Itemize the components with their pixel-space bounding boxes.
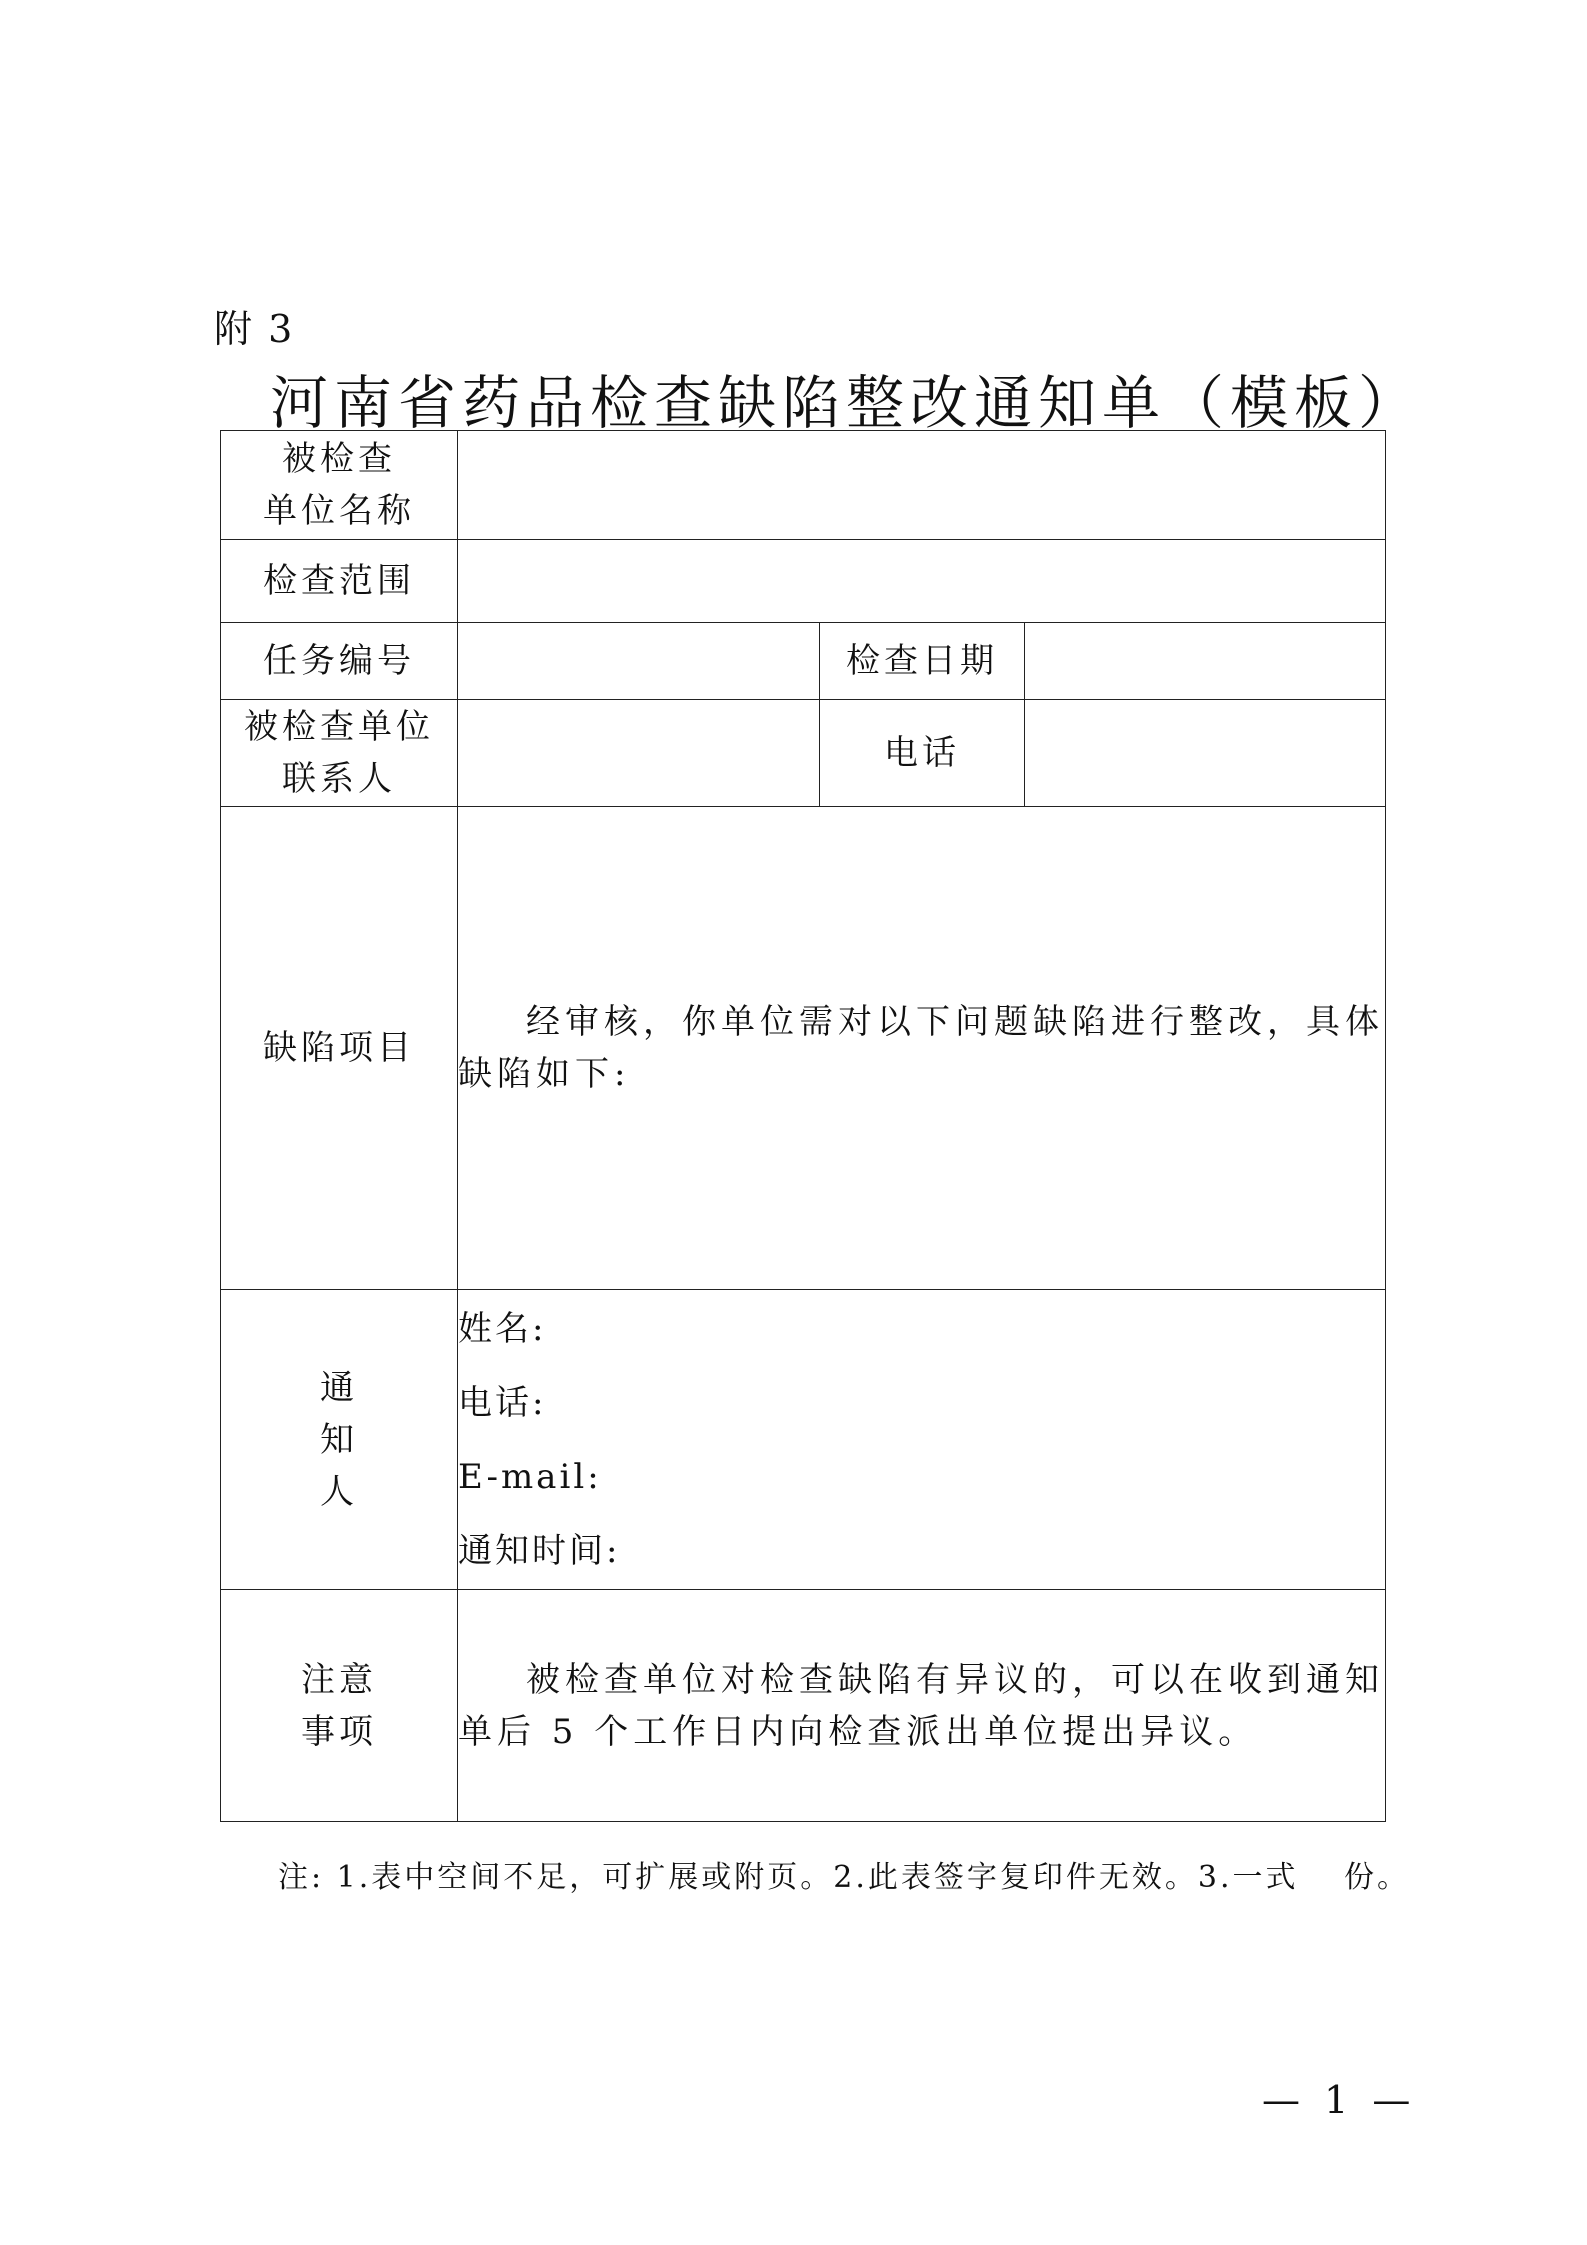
page-number: — 1 — xyxy=(1262,2078,1417,2122)
inspected-unit-value[interactable] xyxy=(458,431,1386,540)
inspected-unit-label: 被检查 单位名称 xyxy=(221,431,458,540)
notifier-email-field: E-mail: xyxy=(458,1456,602,1497)
notes-cell xyxy=(458,1590,1386,1822)
notifier-time-field: 通知时间: xyxy=(458,1530,621,1571)
footer-note: 注: 1.表中空间不足，可扩展或附页。2.此表签字复印件无效。3.一式 份。 xyxy=(278,1860,1411,1895)
defect-items-label: 缺陷项目 xyxy=(221,807,458,1290)
defect-items-cell[interactable] xyxy=(458,807,1386,1290)
row-defect-items xyxy=(221,807,1386,1290)
notifier-fields[interactable] xyxy=(458,1290,1386,1590)
notes-label: 注意 事项 xyxy=(221,1590,458,1822)
inspection-scope-label: 检查范围 xyxy=(221,540,458,623)
row-inspection-scope xyxy=(221,540,1386,623)
row-notifier xyxy=(221,1290,1386,1590)
row-contact-phone xyxy=(221,700,1386,807)
phone-label: 电话 xyxy=(820,700,1025,807)
contact-value[interactable] xyxy=(458,700,820,807)
task-number-label: 任务编号 xyxy=(221,623,458,700)
row-notes xyxy=(221,1590,1386,1822)
notice-form-table xyxy=(220,430,1386,1822)
notifier-name-field: 姓名: xyxy=(458,1308,547,1349)
notes-text: 被检查单位对检查缺陷有异议的，可以在收到通知单后 5 个工作日内向检查派出单位提出异议。 xyxy=(458,1659,1384,1752)
notifier-phone-field: 电话: xyxy=(458,1382,547,1423)
notifier-label: 通 知 人 xyxy=(221,1290,458,1590)
defect-intro-text: 经审核，你单位需对以下问题缺陷进行整改，具体缺陷如下: xyxy=(458,1002,1384,1094)
row-inspected-unit xyxy=(221,431,1386,540)
attachment-label: 附 3 xyxy=(214,307,295,351)
inspection-scope-value[interactable] xyxy=(458,540,1386,623)
inspection-date-value[interactable] xyxy=(1025,623,1386,700)
contact-label: 被检查单位 联系人 xyxy=(221,700,458,807)
row-task-date xyxy=(221,623,1386,700)
phone-value[interactable] xyxy=(1025,700,1386,807)
inspection-date-label: 检查日期 xyxy=(820,623,1025,700)
task-number-value[interactable] xyxy=(458,623,820,700)
document-title: 河南省药品检查缺陷整改通知单（模板） xyxy=(270,369,1423,437)
